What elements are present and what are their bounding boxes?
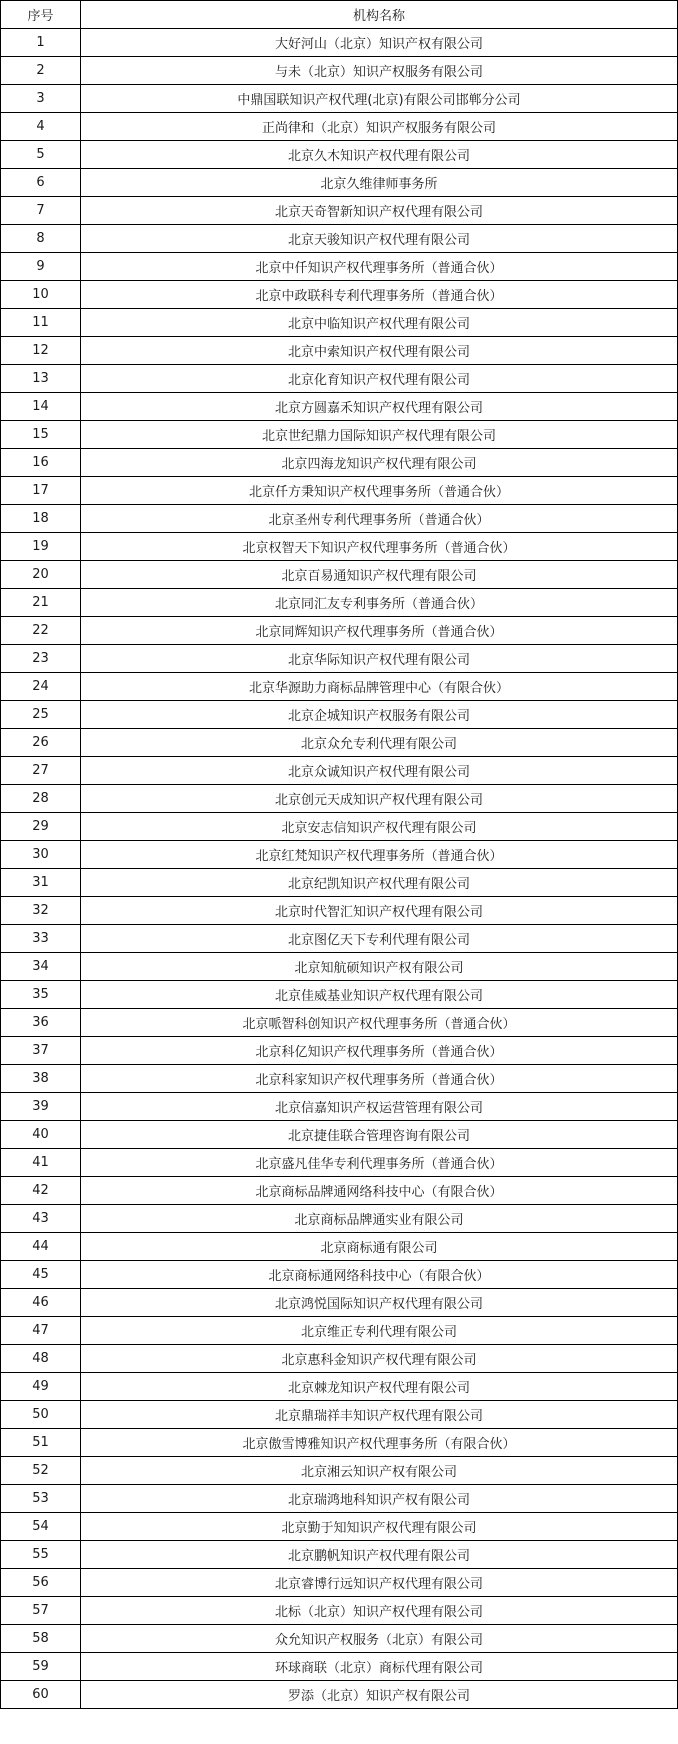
row-index-cell: 29 xyxy=(1,813,81,841)
table-row xyxy=(1,869,678,897)
table-row xyxy=(1,1233,678,1261)
agency-name-cell: 北京同辉知识产权代理事务所（普通合伙） xyxy=(81,617,678,645)
table-row xyxy=(1,197,678,225)
row-index-cell: 15 xyxy=(1,421,81,449)
agency-name-cell: 北京红梵知识产权代理事务所（普通合伙） xyxy=(81,841,678,869)
table-row xyxy=(1,1205,678,1233)
row-index-cell: 36 xyxy=(1,1009,81,1037)
row-index-cell: 9 xyxy=(1,253,81,281)
agency-name-cell: 北京众允专利代理有限公司 xyxy=(81,729,678,757)
row-index-cell: 39 xyxy=(1,1093,81,1121)
row-index-cell: 51 xyxy=(1,1429,81,1457)
row-index-cell: 38 xyxy=(1,1065,81,1093)
row-index-cell: 49 xyxy=(1,1373,81,1401)
agency-name-cell: 北京同汇友专利事务所（普通合伙） xyxy=(81,589,678,617)
row-index-cell: 3 xyxy=(1,85,81,113)
agency-name-cell: 众允知识产权服务（北京）有限公司 xyxy=(81,1625,678,1653)
row-index-cell: 1 xyxy=(1,29,81,57)
table-row xyxy=(1,365,678,393)
row-index-cell: 11 xyxy=(1,309,81,337)
row-index-cell: 42 xyxy=(1,1177,81,1205)
row-index-cell: 19 xyxy=(1,533,81,561)
row-index-cell: 30 xyxy=(1,841,81,869)
table-row xyxy=(1,253,678,281)
agency-name-cell: 北京哌智科创知识产权代理事务所（普通合伙） xyxy=(81,1009,678,1037)
table-row xyxy=(1,1289,678,1317)
header-index: 序号 xyxy=(1,1,81,29)
row-index-cell: 5 xyxy=(1,141,81,169)
agency-name-cell: 北京科亿知识产权代理事务所（普通合伙） xyxy=(81,1037,678,1065)
agency-name-cell: 北京商标品牌通实业有限公司 xyxy=(81,1205,678,1233)
table-row xyxy=(1,225,678,253)
agency-name-cell: 北京鹏帆知识产权代理有限公司 xyxy=(81,1541,678,1569)
row-index-cell: 14 xyxy=(1,393,81,421)
row-index-cell: 44 xyxy=(1,1233,81,1261)
table-row xyxy=(1,1373,678,1401)
agency-name-cell: 北京信嘉知识产权运营管理有限公司 xyxy=(81,1093,678,1121)
row-index-cell: 54 xyxy=(1,1513,81,1541)
table-row xyxy=(1,449,678,477)
row-index-cell: 18 xyxy=(1,505,81,533)
row-index-cell: 41 xyxy=(1,1149,81,1177)
row-index-cell: 32 xyxy=(1,897,81,925)
row-index-cell: 23 xyxy=(1,645,81,673)
agency-name-cell: 北京鼎瑞祥丰知识产权代理有限公司 xyxy=(81,1401,678,1429)
table-row xyxy=(1,337,678,365)
agency-name-cell: 北京中仟知识产权代理事务所（普通合伙） xyxy=(81,253,678,281)
row-index-cell: 27 xyxy=(1,757,81,785)
table-row xyxy=(1,85,678,113)
table-row xyxy=(1,589,678,617)
agency-name-cell: 北京佳威基业知识产权代理有限公司 xyxy=(81,981,678,1009)
table-row xyxy=(1,281,678,309)
table-row xyxy=(1,309,678,337)
table-row xyxy=(1,897,678,925)
agency-name-cell: 北京棘龙知识产权代理有限公司 xyxy=(81,1373,678,1401)
table-row xyxy=(1,113,678,141)
table-row xyxy=(1,1261,678,1289)
table-row xyxy=(1,1569,678,1597)
agency-name-cell: 北京商标通有限公司 xyxy=(81,1233,678,1261)
row-index-cell: 43 xyxy=(1,1205,81,1233)
table-row xyxy=(1,1513,678,1541)
table-row xyxy=(1,533,678,561)
table-row xyxy=(1,981,678,1009)
agency-name-cell: 北京四海龙知识产权代理有限公司 xyxy=(81,449,678,477)
agency-name-cell: 北京瑞鸿地科知识产权有限公司 xyxy=(81,1485,678,1513)
table-row xyxy=(1,785,678,813)
agency-name-cell: 北京众诚知识产权代理有限公司 xyxy=(81,757,678,785)
agency-name-cell: 与未（北京）知识产权服务有限公司 xyxy=(81,57,678,85)
row-index-cell: 6 xyxy=(1,169,81,197)
table-row xyxy=(1,1345,678,1373)
agency-name-cell: 北京中临知识产权代理有限公司 xyxy=(81,309,678,337)
table-row xyxy=(1,729,678,757)
row-index-cell: 31 xyxy=(1,869,81,897)
agency-name-cell: 北京商标品牌通网络科技中心（有限合伙） xyxy=(81,1177,678,1205)
row-index-cell: 59 xyxy=(1,1653,81,1681)
row-index-cell: 24 xyxy=(1,673,81,701)
agency-name-cell: 北京企城知识产权服务有限公司 xyxy=(81,701,678,729)
agency-name-cell: 北京天奇智新知识产权代理有限公司 xyxy=(81,197,678,225)
table-row xyxy=(1,421,678,449)
row-index-cell: 26 xyxy=(1,729,81,757)
table-row xyxy=(1,813,678,841)
table-header-row xyxy=(1,1,678,29)
row-index-cell: 53 xyxy=(1,1485,81,1513)
agency-name-cell: 北京安志信知识产权代理有限公司 xyxy=(81,813,678,841)
row-index-cell: 4 xyxy=(1,113,81,141)
agency-name-cell: 北京睿博行远知识产权代理有限公司 xyxy=(81,1569,678,1597)
table-row xyxy=(1,757,678,785)
agency-name-cell: 北京纪凯知识产权代理有限公司 xyxy=(81,869,678,897)
row-index-cell: 21 xyxy=(1,589,81,617)
row-index-cell: 33 xyxy=(1,925,81,953)
table-row xyxy=(1,29,678,57)
header-agency-name: 机构名称 xyxy=(81,1,678,29)
table-row xyxy=(1,1065,678,1093)
agency-name-cell: 北京傲雪博雅知识产权代理事务所（有限合伙） xyxy=(81,1429,678,1457)
agency-name-cell: 环球商联（北京）商标代理有限公司 xyxy=(81,1653,678,1681)
row-index-cell: 37 xyxy=(1,1037,81,1065)
table-row xyxy=(1,141,678,169)
agency-name-cell: 北京商标通网络科技中心（有限合伙） xyxy=(81,1261,678,1289)
table-row xyxy=(1,1177,678,1205)
agency-name-cell: 北京仟方秉知识产权代理事务所（普通合伙） xyxy=(81,477,678,505)
row-index-cell: 58 xyxy=(1,1625,81,1653)
table-row xyxy=(1,953,678,981)
row-index-cell: 25 xyxy=(1,701,81,729)
row-index-cell: 35 xyxy=(1,981,81,1009)
table-row xyxy=(1,841,678,869)
row-index-cell: 20 xyxy=(1,561,81,589)
table-row xyxy=(1,1541,678,1569)
table-row xyxy=(1,701,678,729)
table-row xyxy=(1,925,678,953)
row-index-cell: 7 xyxy=(1,197,81,225)
table-row xyxy=(1,1037,678,1065)
table-row xyxy=(1,1485,678,1513)
agency-name-cell: 中鼎国联知识产权代理(北京)有限公司邯郸分公司 xyxy=(81,85,678,113)
table-row xyxy=(1,1653,678,1681)
row-index-cell: 50 xyxy=(1,1401,81,1429)
agency-name-cell: 北京时代智汇知识产权代理有限公司 xyxy=(81,897,678,925)
agency-name-cell: 北京中政联科专利代理事务所（普通合伙） xyxy=(81,281,678,309)
agency-name-cell: 北京圣州专利代理事务所（普通合伙） xyxy=(81,505,678,533)
row-index-cell: 12 xyxy=(1,337,81,365)
agency-name-cell: 北京科家知识产权代理事务所（普通合伙） xyxy=(81,1065,678,1093)
row-index-cell: 46 xyxy=(1,1289,81,1317)
row-index-cell: 8 xyxy=(1,225,81,253)
table-row xyxy=(1,169,678,197)
table-row xyxy=(1,673,678,701)
agency-name-cell: 北京知航硕知识产权有限公司 xyxy=(81,953,678,981)
table-row xyxy=(1,617,678,645)
agency-name-cell: 北京世纪鼎力国际知识产权代理有限公司 xyxy=(81,421,678,449)
row-index-cell: 47 xyxy=(1,1317,81,1345)
agency-name-cell: 北京图亿天下专利代理有限公司 xyxy=(81,925,678,953)
table-row xyxy=(1,477,678,505)
row-index-cell: 52 xyxy=(1,1457,81,1485)
row-index-cell: 60 xyxy=(1,1681,81,1709)
row-index-cell: 17 xyxy=(1,477,81,505)
agency-name-cell: 正尚律和（北京）知识产权服务有限公司 xyxy=(81,113,678,141)
row-index-cell: 13 xyxy=(1,365,81,393)
agency-name-cell: 北京中索知识产权代理有限公司 xyxy=(81,337,678,365)
agency-name-cell: 北京维正专利代理有限公司 xyxy=(81,1317,678,1345)
agency-name-cell: 北京鸿悦国际知识产权代理有限公司 xyxy=(81,1289,678,1317)
table-body xyxy=(1,29,678,1709)
agency-name-cell: 北京久维律师事务所 xyxy=(81,169,678,197)
table-row xyxy=(1,1597,678,1625)
agency-name-cell: 北京惠科金知识产权代理有限公司 xyxy=(81,1345,678,1373)
agency-name-cell: 北京百易通知识产权代理有限公司 xyxy=(81,561,678,589)
row-index-cell: 10 xyxy=(1,281,81,309)
agency-name-cell: 罗添（北京）知识产权有限公司 xyxy=(81,1681,678,1709)
table-row xyxy=(1,1121,678,1149)
row-index-cell: 55 xyxy=(1,1541,81,1569)
agency-name-cell: 北京盛凡佳华专利代理事务所（普通合伙） xyxy=(81,1149,678,1177)
row-index-cell: 45 xyxy=(1,1261,81,1289)
table-row xyxy=(1,645,678,673)
agency-name-cell: 北京捷佳联合管理咨询有限公司 xyxy=(81,1121,678,1149)
agency-name-cell: 北京天骏知识产权代理有限公司 xyxy=(81,225,678,253)
table-row xyxy=(1,1317,678,1345)
table-row xyxy=(1,1401,678,1429)
table-row xyxy=(1,57,678,85)
agency-name-cell: 北京湘云知识产权有限公司 xyxy=(81,1457,678,1485)
agency-name-cell: 大好河山（北京）知识产权有限公司 xyxy=(81,29,678,57)
table-row xyxy=(1,1429,678,1457)
row-index-cell: 48 xyxy=(1,1345,81,1373)
row-index-cell: 57 xyxy=(1,1597,81,1625)
row-index-cell: 28 xyxy=(1,785,81,813)
table-row xyxy=(1,561,678,589)
agency-name-cell: 北京勤于知知识产权代理有限公司 xyxy=(81,1513,678,1541)
row-index-cell: 16 xyxy=(1,449,81,477)
agency-name-cell: 北京化育知识产权代理有限公司 xyxy=(81,365,678,393)
table-row xyxy=(1,1149,678,1177)
table-row xyxy=(1,505,678,533)
agency-name-cell: 北京华际知识产权代理有限公司 xyxy=(81,645,678,673)
table-row xyxy=(1,1625,678,1653)
table-row xyxy=(1,1457,678,1485)
agency-name-cell: 北京创元天成知识产权代理有限公司 xyxy=(81,785,678,813)
table-row xyxy=(1,1681,678,1709)
row-index-cell: 56 xyxy=(1,1569,81,1597)
row-index-cell: 2 xyxy=(1,57,81,85)
row-index-cell: 40 xyxy=(1,1121,81,1149)
table-row xyxy=(1,393,678,421)
agency-name-cell: 北京华源助力商标品牌管理中心（有限合伙） xyxy=(81,673,678,701)
agency-name-cell: 北京方圆嘉禾知识产权代理有限公司 xyxy=(81,393,678,421)
agency-name-cell: 北标（北京）知识产权代理有限公司 xyxy=(81,1597,678,1625)
row-index-cell: 34 xyxy=(1,953,81,981)
agency-name-cell: 北京权智天下知识产权代理事务所（普通合伙） xyxy=(81,533,678,561)
row-index-cell: 22 xyxy=(1,617,81,645)
agency-name-cell: 北京久木知识产权代理有限公司 xyxy=(81,141,678,169)
table-row xyxy=(1,1093,678,1121)
table-row xyxy=(1,1009,678,1037)
